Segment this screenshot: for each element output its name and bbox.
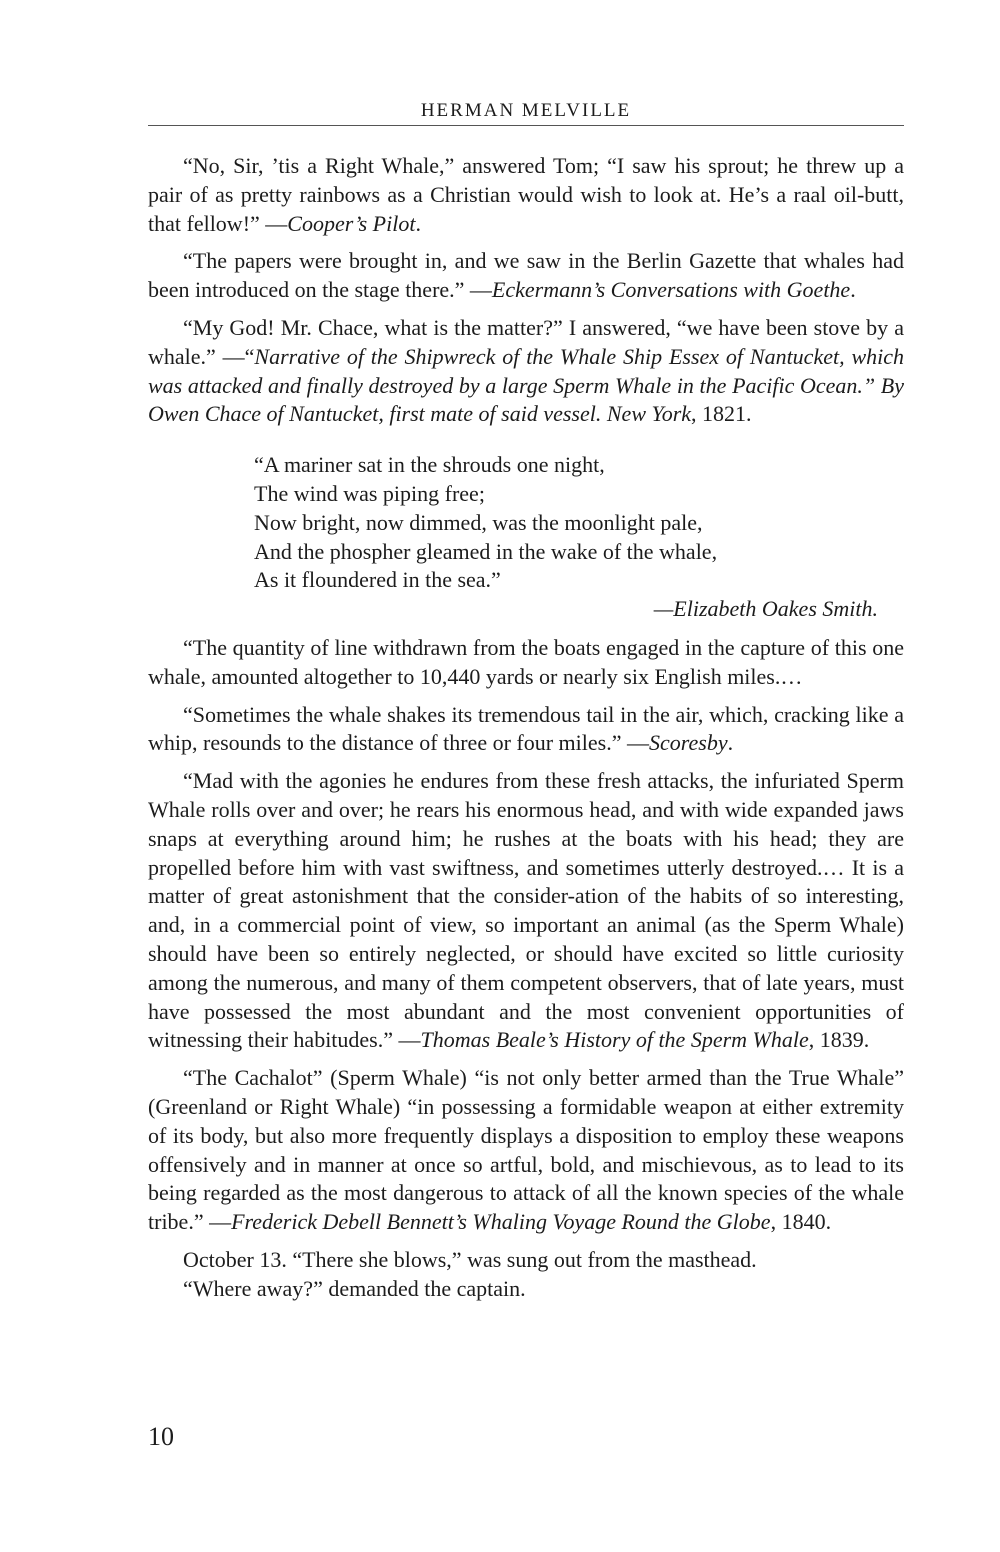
paragraph: “Sometimes the whale shakes its tremendous tail in the air, which, cracking like a whip, resounds to the distance of three or four miles.” —Scoresby. <box>148 701 904 756</box>
verse-line: The wind was piping free; <box>254 480 485 506</box>
running-header: HERMAN MELVILLE <box>148 100 904 126</box>
paragraph: “My God! Mr. Chace, what is the matter?” I answered, “we have been stove by a whale.” —“Narrative of the Shipwreck of the Whale Ship Essex of Nantucket, which was attacked and finally destroyed by a large Sperm Whale in the Pacific Ocean.” By Owen Chace of Nantucket, first mate of said vessel. New York, 1821. <box>148 314 904 427</box>
verse-line: And the phospher gleamed in the wake of the whale, <box>254 538 718 564</box>
verse-line: Now bright, now dimmed, was the moonlight pale, <box>254 509 703 535</box>
page-body <box>148 152 904 1303</box>
citation: Cooper’s Pilot <box>287 210 416 236</box>
verse-line: “A mariner sat in the shrouds one night, <box>254 452 605 478</box>
verse-line: As it floundered in the sea.” <box>254 567 501 593</box>
verse-attribution: —Elizabeth Oakes Smith. <box>653 596 878 622</box>
verse-block <box>254 451 878 624</box>
paragraph: “The quantity of line withdrawn from the boats engaged in the capture of this one whale, amounted altogether to 10,440 yards or nearly six English miles.… <box>148 634 904 689</box>
paragraph: “The Cachalot” (Sperm Whale) “is not only better armed than the True Whale” (Greenland or Right Whale) “in possessing a formidable weapon at either extremity of its body, but also more frequently displays a disposition to employ these weapons offensively and in manner at once so artful, bold, and mischievous, as to lead to its being regarded as the most dangerous to attack of all the known species of the whale tribe.” —Frederick Debell Bennett’s Whaling Voyage Round the Globe, 1840. <box>148 1065 904 1235</box>
paragraph: “Mad with the agonies he endures from these fresh attacks, the infuriated Sperm Whale rolls over and over; he rears his enormous head, and with wide expanded jaws snaps at everything around him; he rushes at the boats with his head; they are propelled before him with vast swiftness, and sometimes utterly destroyed.… It is a matter of great astonishment that the consider-ation of the habits of so interesting, and, in a commercial point of view, so important an animal (as the Sperm Whale) should have been so entirely neglected, or should have excited so little curiosity among the numerous, and many of them competent observers, that of late years, must have possessed the most abundant and the most convenient opportunities of witnessing their habitudes.” —Thomas Beale’s History of the Sperm Whale, 1839. <box>148 768 904 1053</box>
paragraph: “Where away?” demanded the captain. <box>183 1275 526 1301</box>
page-number: 10 <box>148 1422 174 1451</box>
paragraph: “No, Sir, ’tis a Right Whale,” answered Tom; “I saw his sprout; he threw up a pair of as pretty rainbows as a Christian would wish to look at. He’s a raal oil-butt, that fellow!” —Cooper’s Pilot. <box>148 153 904 236</box>
paragraph: “The papers were brought in, and we saw in the Berlin Gazette that whales had been introduced on the stage there.” —Eckermann’s Conversations with Goethe. <box>148 248 904 303</box>
paragraph: October 13. “There she blows,” was sung out from the masthead. <box>183 1246 757 1272</box>
citation: Narrative of the Shipwreck of the Whale Ship Essex of Nantucket, which was attacked and finally destroyed by a large Sperm Whale in the Pacific Ocean.” By Owen Chace of Nantucket, first mate of said vessel. New York <box>148 343 904 427</box>
citation: Thomas Beale’s History of the Sperm Whale <box>420 1027 809 1053</box>
citation: Eckermann’s Conversations with Goethe <box>491 277 851 303</box>
citation: Frederick Debell Bennett’s Whaling Voyage Round the Globe <box>231 1209 771 1235</box>
citation: Scoresby <box>648 730 728 756</box>
